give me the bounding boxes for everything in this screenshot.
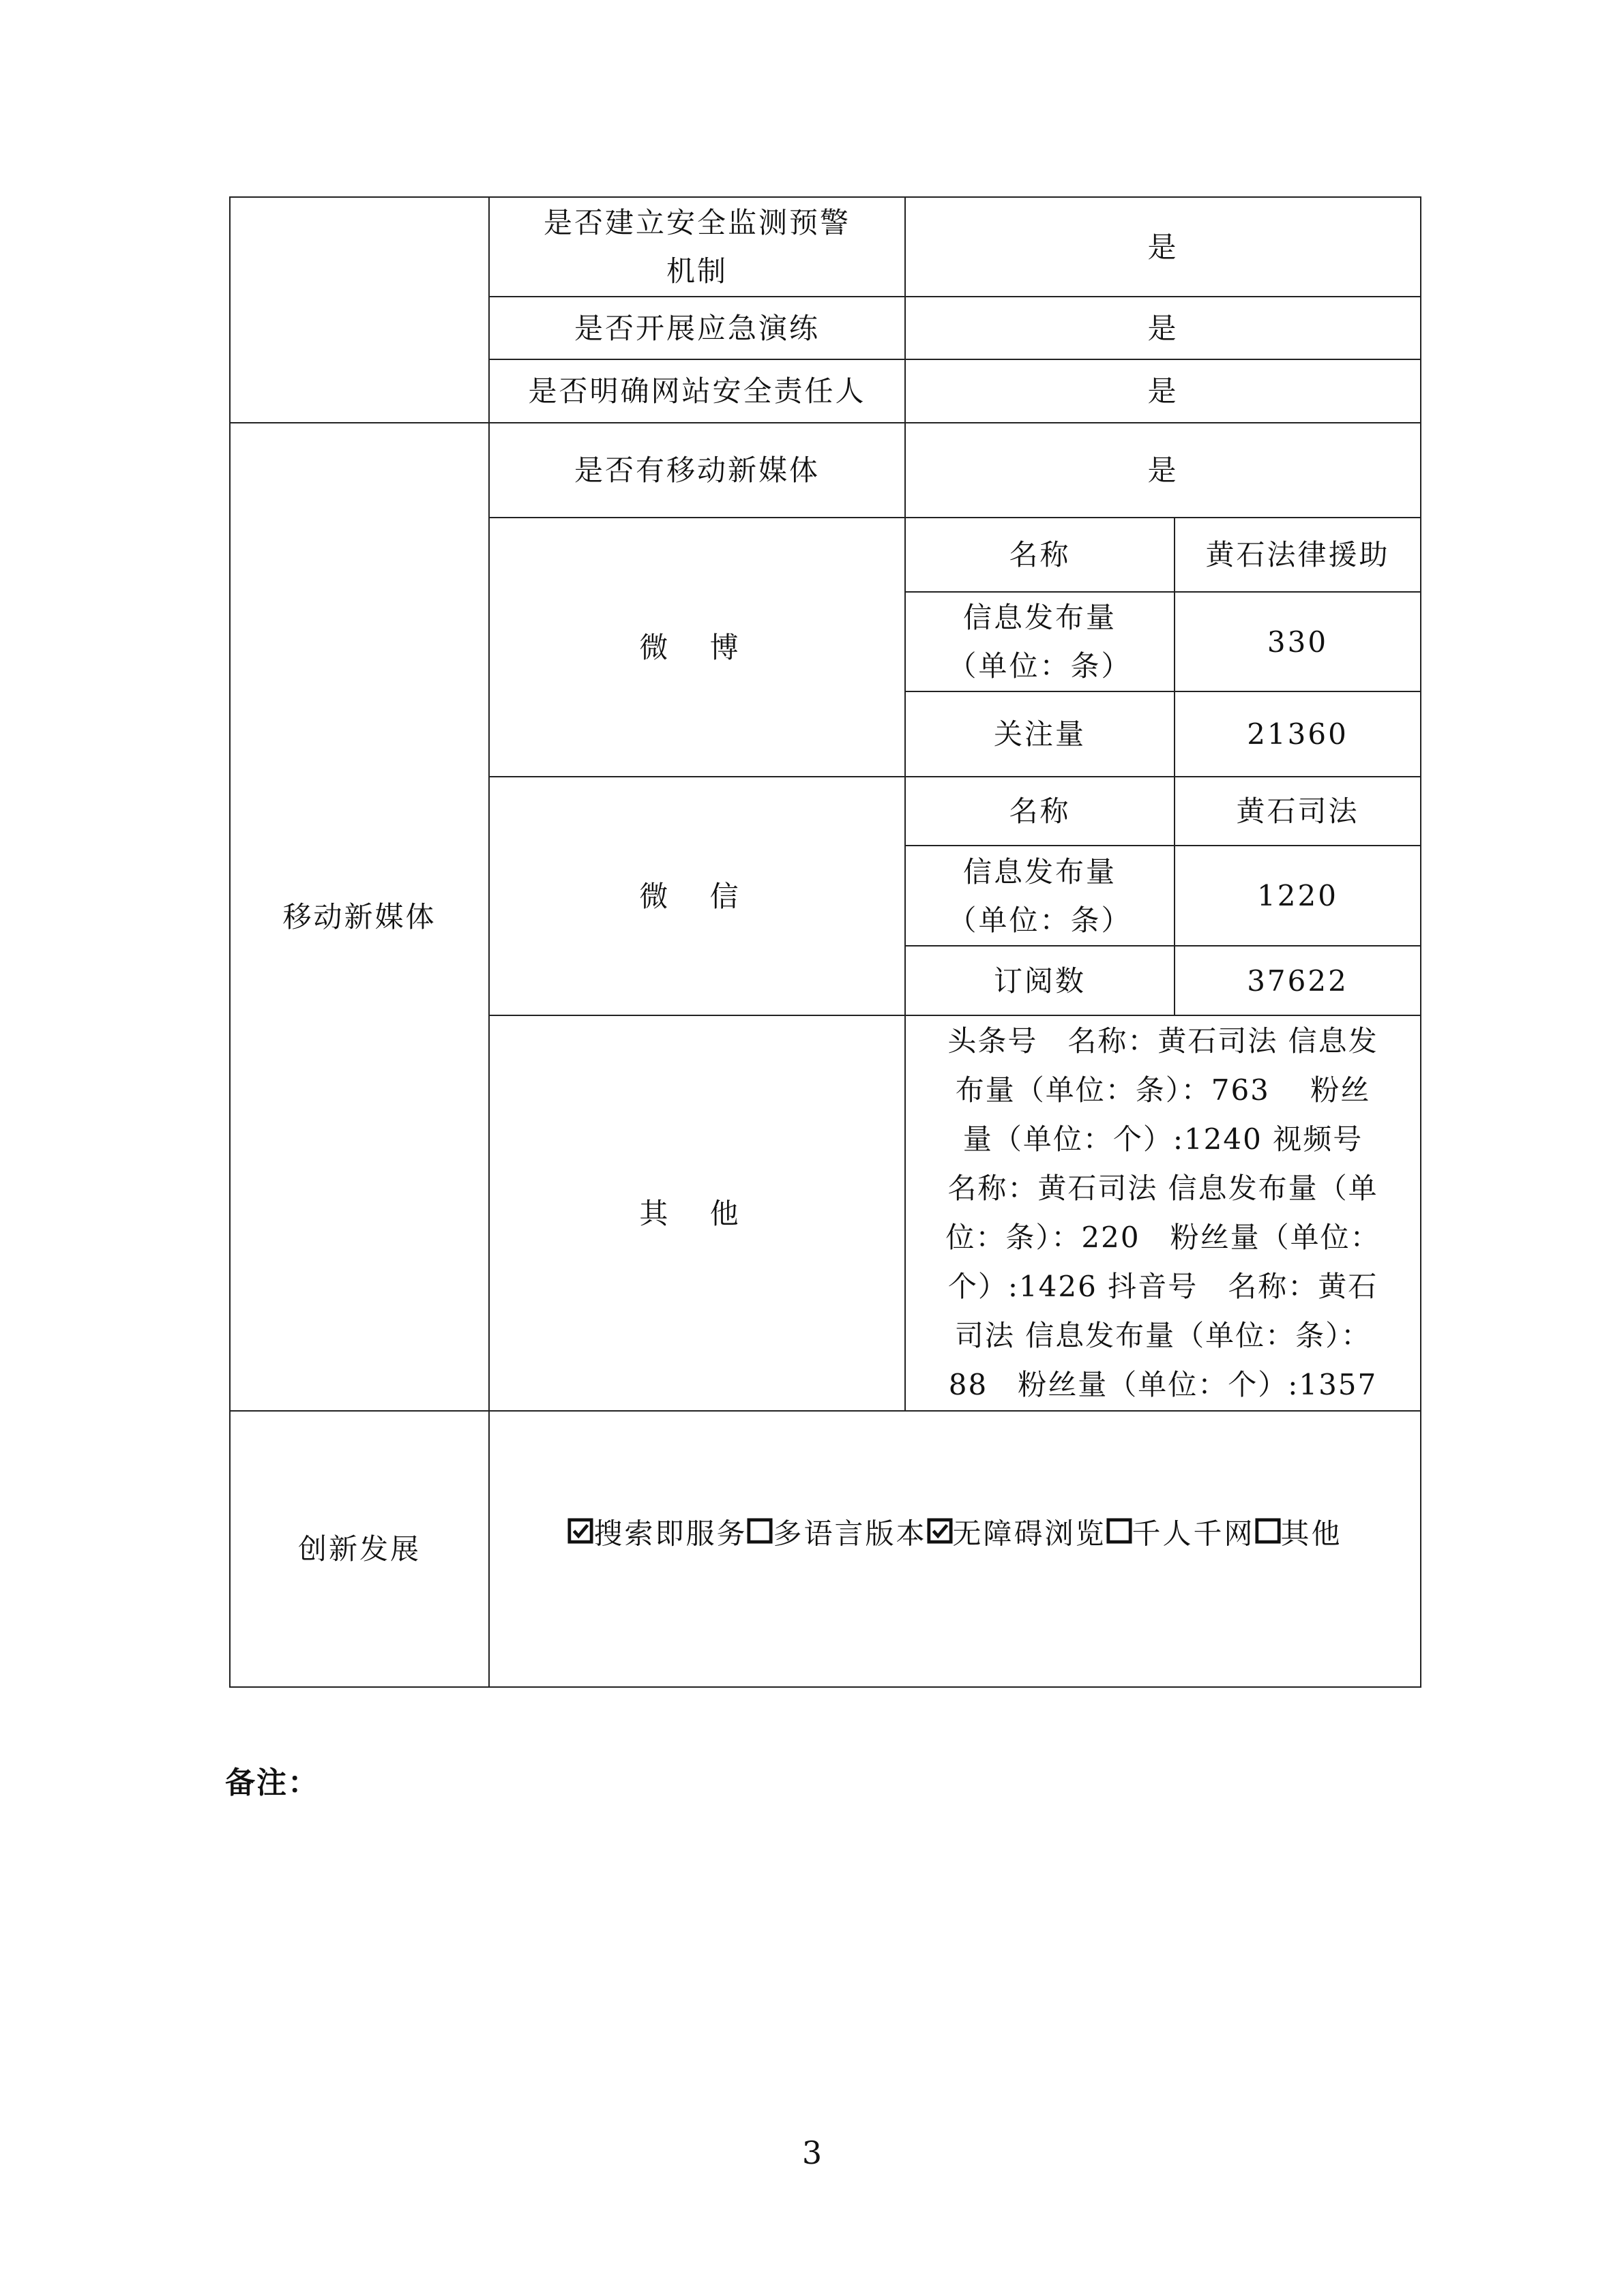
wechat-label: 微 信 <box>489 777 905 1015</box>
weibo-posts-label <box>905 592 1175 691</box>
wechat-name-value: 黄石司法 <box>1175 777 1421 846</box>
other-platforms-line-1: 头条号 名称：黄石司法 信息发 <box>947 1024 1378 1058</box>
checkbox-unchecked-icon[interactable] <box>1106 1518 1132 1544</box>
other-platforms-line-4: 名称：黄石司法 信息发布量（单 <box>947 1172 1378 1205</box>
wechat-posts-label-line2: （单位：条） <box>947 903 1132 937</box>
other-platforms-text <box>905 1015 1421 1411</box>
innovation-options-line <box>567 1507 1342 1558</box>
page-number: 3 <box>801 2134 823 2171</box>
option-label-personalized: 千人千网 <box>1132 1517 1255 1551</box>
wechat-subscribers-label: 订阅数 <box>905 946 1175 1015</box>
security-monitoring-label <box>489 197 905 297</box>
weibo-posts-value: 330 <box>1175 592 1421 691</box>
other-platforms-line-5: 位：条）：220 粉丝量（单位： <box>945 1221 1381 1254</box>
report-table <box>229 196 1421 1688</box>
security-owner-label: 是否明确网站安全责任人 <box>489 359 905 423</box>
table-row <box>230 197 1421 297</box>
weibo-name-label: 名称 <box>905 518 1175 592</box>
wechat-posts-value: 1220 <box>1175 846 1421 946</box>
other-platforms-line-3: 量（单位：个）:1240 视频号 <box>962 1122 1363 1156</box>
weibo-name-value: 黄石法律援助 <box>1175 518 1421 592</box>
weibo-followers-value: 21360 <box>1175 691 1421 777</box>
weibo-posts-label-line2: （单位：条） <box>947 649 1132 683</box>
weibo-label: 微 博 <box>489 518 905 777</box>
option-label-multilingual: 多语言版本 <box>773 1517 927 1551</box>
innovation-category: 创新发展 <box>230 1411 489 1687</box>
other-platforms-line-2: 布量（单位：条）：763 粉丝 <box>955 1073 1371 1107</box>
has-mobile-media-label: 是否有移动新媒体 <box>489 423 905 518</box>
has-mobile-media-value: 是 <box>905 423 1421 518</box>
innovation-options <box>489 1411 1421 1687</box>
checkbox-unchecked-icon[interactable] <box>1255 1518 1281 1544</box>
option-label-search-service: 搜索即服务 <box>593 1517 748 1551</box>
security-monitoring-value: 是 <box>905 197 1421 297</box>
mobile-media-category: 移动新媒体 <box>230 423 489 1411</box>
table-row <box>230 1411 1421 1687</box>
weibo-posts-label-line1: 信息发布量 <box>962 601 1117 634</box>
wechat-posts-label <box>905 846 1175 946</box>
checkbox-checked-icon[interactable] <box>927 1518 953 1544</box>
security-monitoring-label-line2: 机制 <box>666 254 728 288</box>
checkbox-unchecked-icon[interactable] <box>747 1518 773 1544</box>
option-label-accessibility: 无障碍浏览 <box>952 1517 1106 1551</box>
checkbox-checked-icon[interactable] <box>567 1518 593 1544</box>
table-row <box>230 423 1421 518</box>
other-platforms-line-6: 个）:1426 抖音号 名称：黄石 <box>947 1270 1378 1303</box>
security-category-cell <box>230 197 489 423</box>
option-label-other: 其他 <box>1280 1517 1342 1551</box>
other-platforms-line-7: 司法 信息发布量（单位：条）： <box>954 1319 1372 1352</box>
wechat-subscribers-value: 37622 <box>1175 946 1421 1015</box>
other-platforms-line-8: 88 粉丝量（单位：个）:1357 <box>948 1368 1378 1401</box>
security-owner-value: 是 <box>905 359 1421 423</box>
emergency-drill-label: 是否开展应急演练 <box>489 297 905 359</box>
security-monitoring-label-line1: 是否建立安全监测预警 <box>543 206 851 239</box>
remark-label: 备注： <box>225 1765 319 1800</box>
wechat-posts-label-line1: 信息发布量 <box>962 854 1117 889</box>
wechat-name-label: 名称 <box>905 777 1175 846</box>
emergency-drill-value: 是 <box>905 297 1421 359</box>
other-platforms-label: 其 他 <box>489 1015 905 1411</box>
weibo-followers-label: 关注量 <box>905 691 1175 777</box>
